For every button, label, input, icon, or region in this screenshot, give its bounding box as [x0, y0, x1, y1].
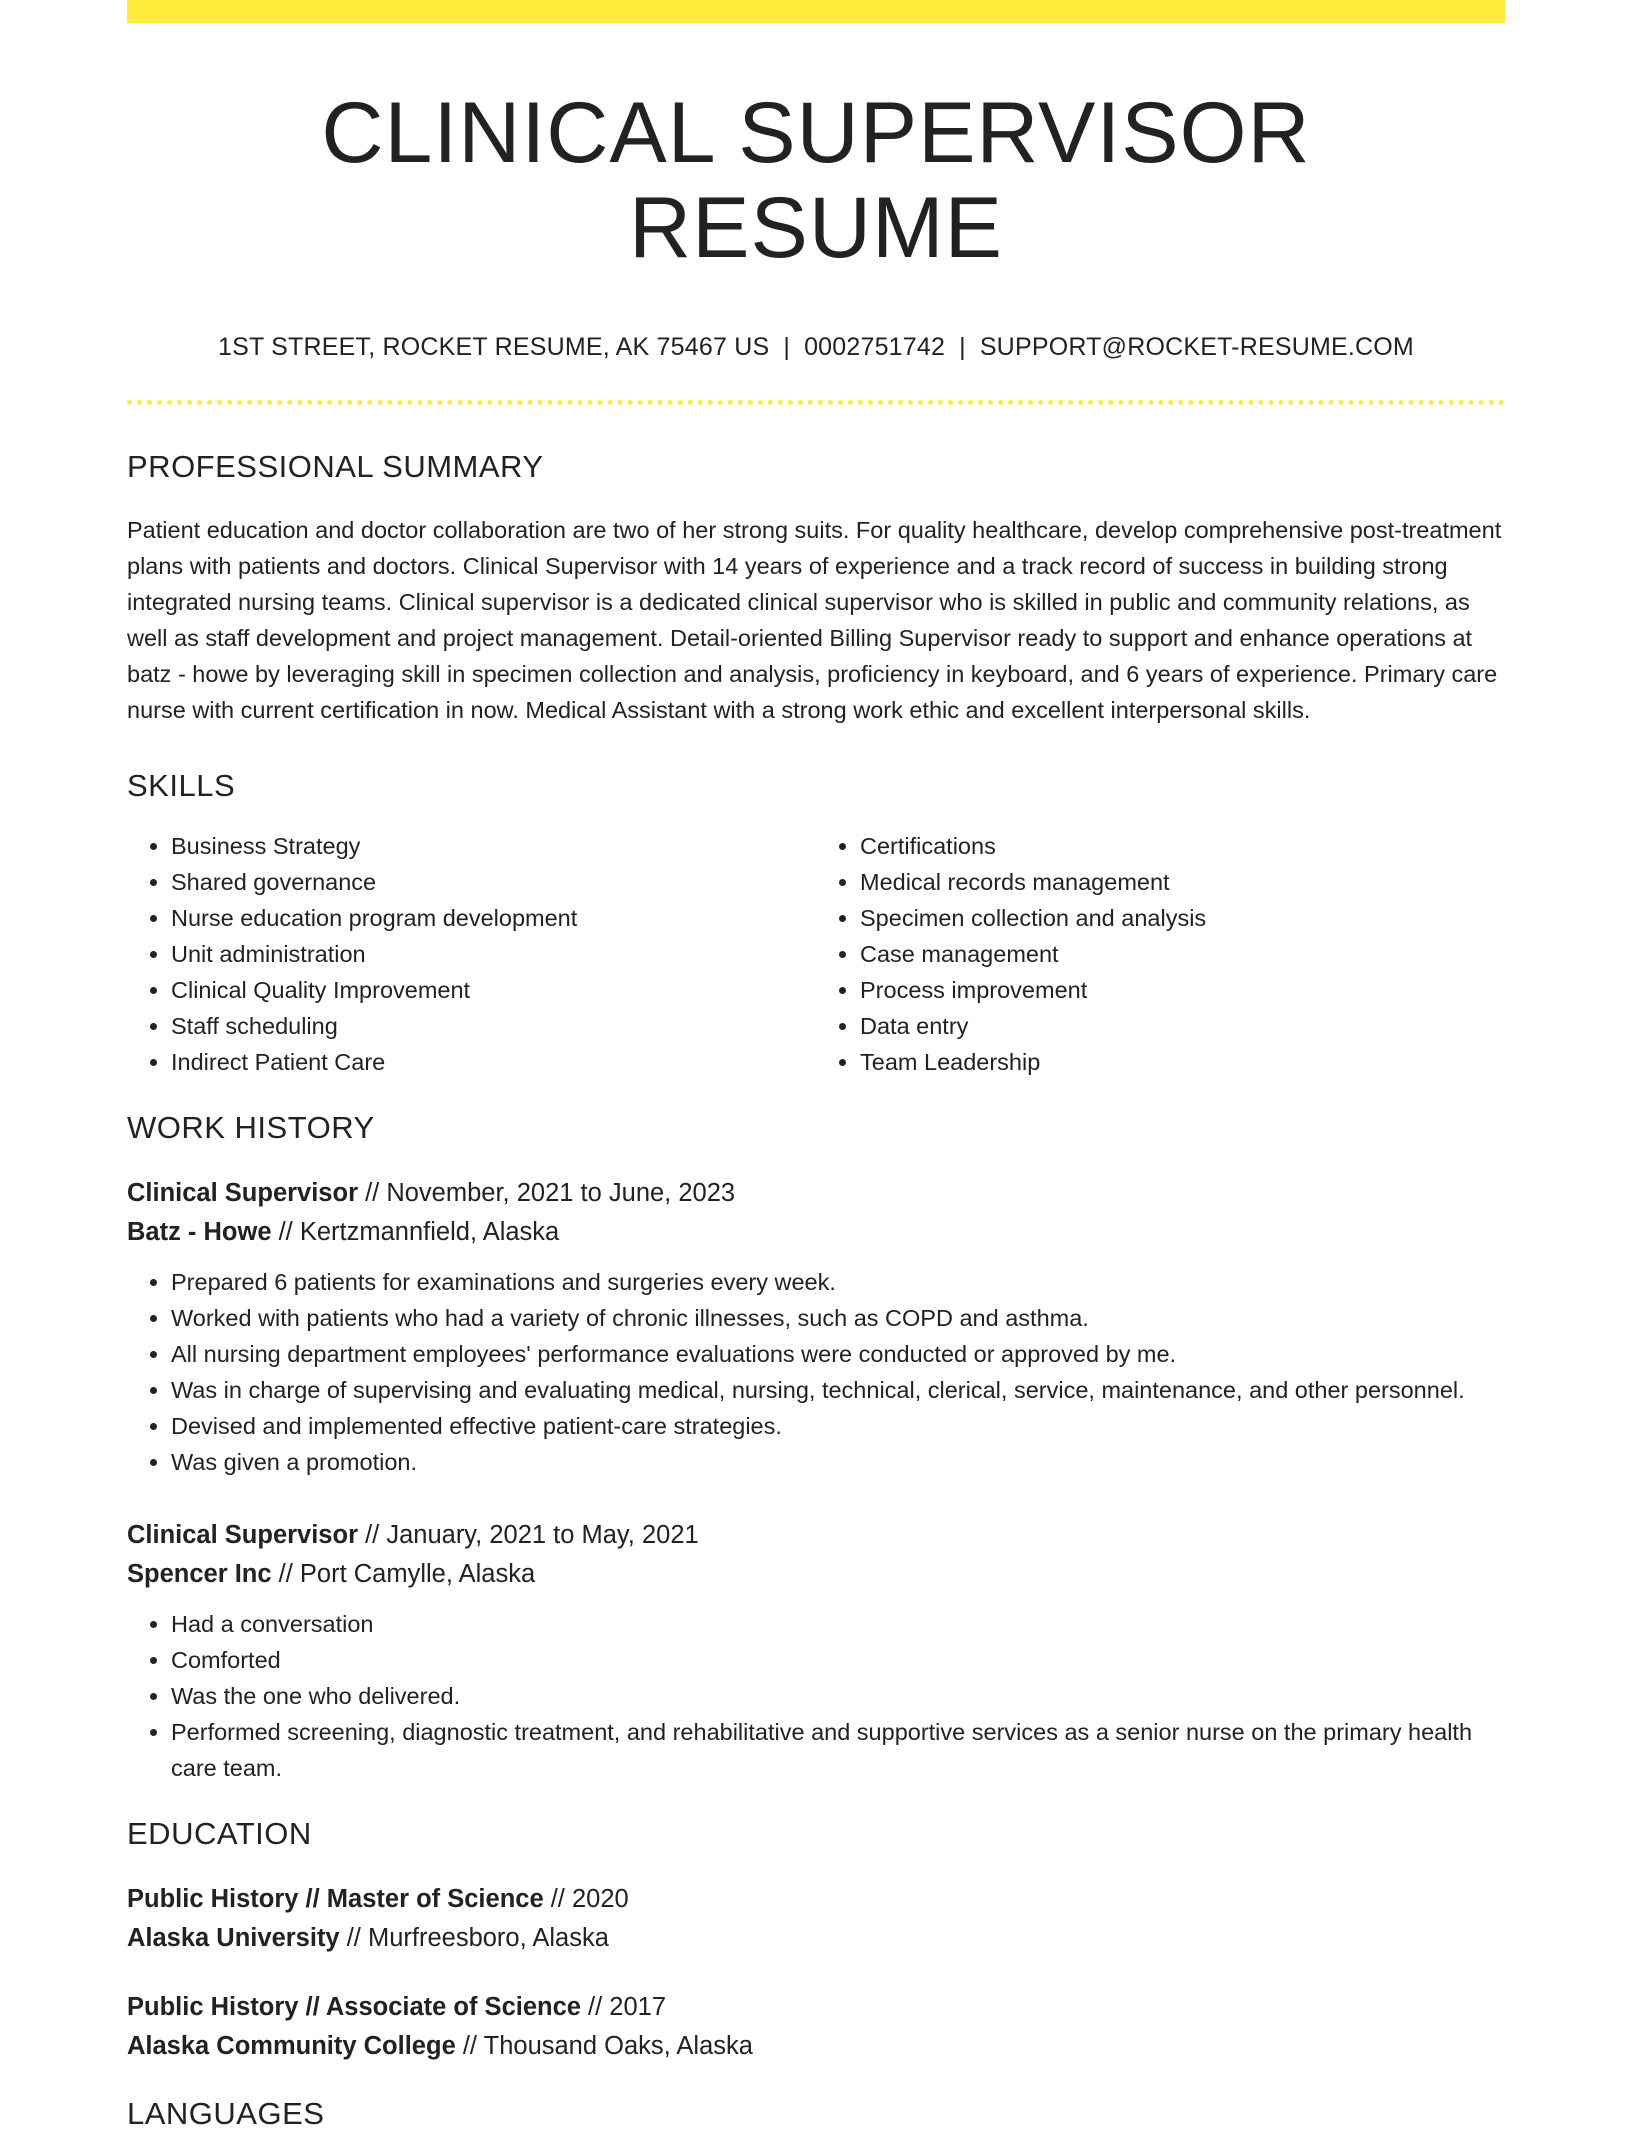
contact-phone: 0002751742 [804, 333, 946, 362]
degree-year: // 2020 [543, 1885, 629, 1914]
languages-heading: LANGUAGES [127, 2096, 325, 2132]
skill-item: • Case management [860, 936, 1505, 972]
work-history-heading: WORK HISTORY [127, 1110, 375, 1146]
degree-line [127, 1988, 1505, 2027]
job-company-line [127, 1213, 1505, 1252]
job-title-line [127, 1174, 1505, 1213]
summary-text: Patient education and doctor collaboration are two of her strong suits. For quality healthcare, develop comprehensive post-treatment plans with patients and doctors. Clinical Supervisor with 14 years of experience and a track record of success in building strong integrated nursing teams. Clinical supervisor is a dedicated clinical supervisor who is skilled in public and community relations, as well as staff development and project management. Detail-oriented Billing Supervisor ready to support and enhance operations at batz - howe by leveraging skill in specimen collection and analysis, proficiency in keyboard, and 6 years of experience. Primary care nurse with current certification in now. Medical Assistant with a strong work ethic and excellent interpersonal skills. [127, 517, 1502, 724]
job-title: Clinical Supervisor [127, 1521, 358, 1550]
job-bullet: • Prepared 6 patients for examinations and surgeries every week. [171, 1264, 1505, 1300]
job-dates: // November, 2021 to June, 2023 [358, 1179, 736, 1208]
skills-right-column [816, 828, 1505, 1080]
school: Alaska University [127, 1924, 340, 1953]
skill-item: • Nurse education program development [171, 900, 816, 936]
job-bullets [127, 1606, 1505, 1786]
job-company: Batz - Howe [127, 1218, 272, 1247]
accent-top-bar [127, 0, 1505, 23]
skills-heading: SKILLS [127, 768, 236, 804]
education-entry [127, 1988, 1505, 2066]
resume-page [127, 0, 1505, 2132]
degree-line [127, 1880, 1505, 1919]
skill-item: • Process improvement [860, 972, 1505, 1008]
skill-item: • Indirect Patient Care [171, 1044, 816, 1080]
contact-separator: | [783, 333, 791, 362]
degree: Public History // Master of Science [127, 1885, 544, 1914]
job-entry [127, 1516, 1505, 1786]
contact-line [127, 333, 1505, 362]
skills-grid [127, 828, 1505, 1080]
skill-item: • Data entry [860, 1008, 1505, 1044]
job-company: Spencer Inc [127, 1560, 272, 1589]
skill-item: • Certifications [860, 828, 1505, 864]
school-location: // Murfreesboro, Alaska [339, 1924, 609, 1953]
contact-separator: | [959, 333, 966, 362]
job-bullet: • Was the one who delivered. [171, 1678, 1505, 1714]
job-dates: // January, 2021 to May, 2021 [358, 1521, 699, 1550]
skills-left-column [127, 828, 816, 1080]
degree: Public History // Associate of Science [127, 1993, 581, 2022]
contact-email[interactable]: SUPPORT@ROCKET-RESUME.COM [979, 333, 1414, 362]
job-title: Clinical Supervisor [127, 1179, 358, 1208]
education-heading: EDUCATION [127, 1816, 312, 1852]
degree-year: // 2017 [580, 1993, 667, 2022]
skill-item: • Team Leadership [860, 1044, 1505, 1080]
job-company-line [127, 1555, 1505, 1594]
summary-heading: PROFESSIONAL SUMMARY [127, 449, 544, 485]
job-bullet: • Performed screening, diagnostic treatment, and rehabilitative and supportive services as a senior nurse on the primary health care team. [171, 1714, 1505, 1786]
education-entry [127, 1880, 1505, 1958]
skill-item: • Business Strategy [171, 828, 816, 864]
job-location: // Kertzmannfield, Alaska [271, 1218, 560, 1247]
job-location: // Port Camylle, Alaska [271, 1560, 536, 1589]
skill-item: • Medical records management [860, 864, 1505, 900]
job-entry [127, 1174, 1505, 1480]
resume-title: CLINICAL SUPERVISOR RESUME [321, 85, 1311, 276]
skill-item: • Unit administration [171, 936, 816, 972]
skill-item: • Shared governance [171, 864, 816, 900]
job-bullet: • Was in charge of supervising and evaluating medical, nursing, technical, clerical, service, maintenance, and other personnel. [171, 1372, 1505, 1408]
job-bullet: • All nursing department employees' performance evaluations were conducted or approved by me. [171, 1336, 1505, 1372]
skill-item: • Clinical Quality Improvement [171, 972, 816, 1008]
job-bullets [127, 1264, 1505, 1480]
school-location: // Thousand Oaks, Alaska [455, 2032, 753, 2061]
school-line [127, 2027, 1505, 2066]
skill-item: • Staff scheduling [171, 1008, 816, 1044]
job-bullet: • Was given a promotion. [171, 1444, 1505, 1480]
contact-address: 1ST STREET, ROCKET RESUME, AK 75467 US [218, 333, 770, 362]
school-line [127, 1919, 1505, 1958]
job-title-line [127, 1516, 1505, 1555]
job-bullet: • Devised and implemented effective patient-care strategies. [171, 1408, 1505, 1444]
job-bullet: • Had a conversation [171, 1606, 1505, 1642]
school: Alaska Community College [127, 2032, 456, 2061]
skill-item: • Specimen collection and analysis [860, 900, 1505, 936]
job-bullet: • Worked with patients who had a variety of chronic illnesses, such as COPD and asthma. [171, 1300, 1505, 1336]
dotted-divider [127, 400, 1505, 405]
job-bullet: • Comforted [171, 1642, 1505, 1678]
